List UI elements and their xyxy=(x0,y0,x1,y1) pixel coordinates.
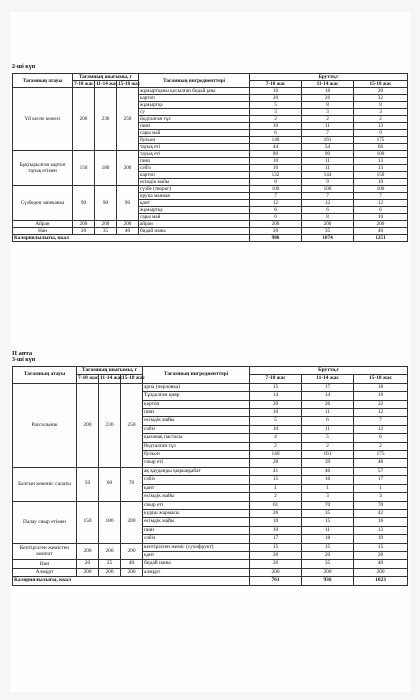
menu-table xyxy=(12,73,408,242)
gross-value-cell: 54 xyxy=(302,144,354,151)
calories-row xyxy=(13,235,408,242)
gross-value-cell: 8 xyxy=(354,102,408,109)
dish-name-cell: Үй кеспе көжесі xyxy=(13,88,73,151)
menu-table xyxy=(12,366,408,586)
gross-value-cell: 1 xyxy=(354,484,408,492)
calories-label: Калориялылығы, ккал xyxy=(13,235,250,242)
ingredient-cell: қызанақ пастасы xyxy=(143,434,250,442)
gross-value-cell: 2 xyxy=(302,116,354,123)
yield-cell: 20 xyxy=(73,228,95,235)
gross-value-cell: 2 xyxy=(250,442,302,450)
gross-value-cell: 10 xyxy=(250,526,302,534)
dish-name-header: Тағамның атауы xyxy=(13,74,73,88)
gross-value-cell: 10 xyxy=(250,409,302,417)
calories-label: Калориялылығы, ккал xyxy=(13,577,250,585)
ingredient-cell: пияз xyxy=(139,158,250,165)
yield-cell: 200 xyxy=(121,501,143,543)
yield-cell: 150 xyxy=(77,501,99,543)
ingredient-cell: бульон xyxy=(143,451,250,459)
yield-cell: 200 xyxy=(77,543,99,560)
gross-value-cell: 6 xyxy=(302,417,354,425)
ingredient-cell: сиыр еті xyxy=(143,459,250,467)
yield-cell: 90 xyxy=(95,186,117,221)
yield-cell: 180 xyxy=(95,151,117,186)
gross-value-cell: 5 xyxy=(250,102,302,109)
age-header: 7-10 жас xyxy=(74,81,94,87)
gross-value-cell: 175 xyxy=(354,451,408,459)
gross-value-cell: 20 xyxy=(354,88,408,95)
age-header: 11-14 жас xyxy=(100,375,123,382)
ingredient-cell: сүзбе (творог) xyxy=(139,186,250,193)
ingredient-cell: ақ қауданды қырыққабат xyxy=(143,467,250,475)
gross-value-cell: 48 xyxy=(354,459,408,467)
gross-value-cell: 32 xyxy=(354,400,408,408)
ingredient-cell: жұмыртқа xyxy=(139,102,250,109)
ingredient-cell: картоп xyxy=(139,95,250,102)
gross-value-cell: 57 xyxy=(354,467,408,475)
gross-value-cell: 11 xyxy=(302,158,354,165)
gross-value-cell: 2 xyxy=(250,493,302,501)
ingredient-cell: бидай наны xyxy=(143,560,250,568)
gross-value-cell: 40 xyxy=(354,228,408,235)
calories-value: 1074 xyxy=(302,235,354,242)
yield-cell: 150 xyxy=(73,151,95,186)
gross-value-cell: 10 xyxy=(250,425,302,433)
gross-value-cell: 17 xyxy=(250,535,302,543)
gross-value-cell: 80 xyxy=(250,151,302,158)
gross-value-cell: 140 xyxy=(250,451,302,459)
gross-value-cell: 13 xyxy=(354,123,408,130)
gross-header: Брутто,г xyxy=(250,74,408,81)
gross-value-cell: 7 xyxy=(354,193,408,200)
calories-row xyxy=(13,577,408,585)
gross-value-cell: 2 xyxy=(250,116,302,123)
gross-value-cell: 7 xyxy=(302,193,354,200)
gross-value-cell: 15 xyxy=(250,383,302,391)
gross-value-cell: 6 xyxy=(354,207,408,214)
age-header: 15-18 жас xyxy=(122,375,145,382)
gross-value-cell: 10 xyxy=(250,518,302,526)
ingredient-cell: сәбіз xyxy=(139,165,250,172)
gross-value-cell: 20 xyxy=(250,551,302,559)
ingredient-cell: картоп xyxy=(139,172,250,179)
yield-cell: 200 xyxy=(77,383,99,467)
age-header: 15-18 жас xyxy=(354,81,408,88)
gross-value-cell: 26 xyxy=(302,95,354,102)
gross-value-cell: 16 xyxy=(250,88,302,95)
gross-value-cell: 11 xyxy=(302,123,354,130)
gross-value-cell: 10 xyxy=(250,123,302,130)
yield-cell: 250 xyxy=(117,88,139,151)
age-header: 11-14 жас xyxy=(96,81,118,87)
age-header: 11-14 жас xyxy=(302,375,354,383)
gross-value-cell: 7 xyxy=(354,417,408,425)
gross-value-cell: 9 xyxy=(354,130,408,137)
gross-value-cell: 3 xyxy=(354,493,408,501)
table-row xyxy=(13,151,408,158)
gross-value-cell: 70 xyxy=(354,501,408,509)
table-row xyxy=(13,467,408,475)
gross-value-cell: 15 xyxy=(250,476,302,484)
yield-cell: 50 xyxy=(77,467,99,501)
gross-value-cell: 132 xyxy=(250,172,302,179)
gross-value-cell: 35 xyxy=(302,228,354,235)
gross-value-cell: 13 xyxy=(354,158,408,165)
age-header: 7-10 жас xyxy=(250,375,302,383)
ingredient-cell: йодталған тұз xyxy=(139,116,250,123)
dish-name-cell: Нан xyxy=(13,228,73,235)
gross-value-cell: 20 xyxy=(302,551,354,559)
gross-value-cell: 12 xyxy=(354,425,408,433)
ingredient-cell: өсімдік майы xyxy=(143,493,250,501)
gross-value-cell: 18 xyxy=(302,535,354,543)
day2-section xyxy=(12,64,407,242)
gross-value-cell: 3 xyxy=(302,109,354,116)
gross-value-cell: 9 xyxy=(302,179,354,186)
yield-cell: 200 xyxy=(117,221,139,228)
yield-cell: 90 xyxy=(117,186,139,221)
gross-value-cell: 2 xyxy=(302,442,354,450)
yield-header: Тағамның шығымы, г xyxy=(77,367,143,375)
gross-value-cell: 35 xyxy=(302,560,354,568)
gross-value-cell: 12 xyxy=(354,200,408,207)
ingredient-cell: жұмыртқа xyxy=(139,207,250,214)
yield-cell: 200 xyxy=(117,151,139,186)
yield-cell: 40 xyxy=(117,228,139,235)
yield-cell: 35 xyxy=(95,228,117,235)
gross-value-cell: 7 xyxy=(250,193,302,200)
gross-value-cell: 14 xyxy=(302,392,354,400)
ingredient-cell: пияз xyxy=(139,123,250,130)
ingredient-cell: сәбіз xyxy=(143,425,250,433)
dish-name-header: Тағамның атауы xyxy=(13,367,77,384)
gross-value-cell: 12 xyxy=(354,409,408,417)
gross-value-cell: 5 xyxy=(302,434,354,442)
gross-value-cell: 15 xyxy=(354,543,408,551)
gross-value-cell: 1 xyxy=(302,484,354,492)
gross-value-cell: 6 xyxy=(250,207,302,214)
gross-value-cell: 10 xyxy=(354,179,408,186)
gross-value-cell: 10 xyxy=(250,158,302,165)
dish-name-cell: Айран xyxy=(13,221,73,228)
week-label: ІІ апта xyxy=(12,350,33,357)
table-row xyxy=(13,543,408,551)
table-row xyxy=(13,568,408,576)
table-row xyxy=(13,501,408,509)
dish-name-cell: Сүзбеден запеканка xyxy=(13,186,73,221)
gross-value-cell: 11 xyxy=(302,409,354,417)
gross-value-cell: 10 xyxy=(250,165,302,172)
gross-value-cell: 16 xyxy=(354,392,408,400)
day-label: 3-ші күн xyxy=(12,357,36,363)
ingredient-cell: қант xyxy=(143,551,250,559)
gross-value-cell: 4 xyxy=(250,434,302,442)
gross-value-cell: 1 xyxy=(250,484,302,492)
ingredient-cell: картоп xyxy=(143,400,250,408)
gross-value-cell: 20 xyxy=(250,228,302,235)
gross-value-cell: 200 xyxy=(302,221,354,228)
gross-value-cell: 11 xyxy=(302,165,354,172)
gross-value-cell: 44 xyxy=(250,144,302,151)
yield-cell: 250 xyxy=(121,383,143,467)
gross-value-cell: 200 xyxy=(354,568,408,576)
ingredient-cell: қант xyxy=(143,484,250,492)
gross-value-cell: 3 xyxy=(354,109,408,116)
yield-cell: 180 xyxy=(99,501,121,543)
gross-value-cell: 26 xyxy=(250,509,302,517)
yield-cell: 230 xyxy=(99,383,121,467)
gross-value-cell: 20 xyxy=(354,551,408,559)
yield-cell: 200 xyxy=(73,221,95,228)
gross-value-cell: 2 xyxy=(354,116,408,123)
ingredients-header: Тағамның ингредиенттері xyxy=(139,74,250,88)
gross-value-cell: 140 xyxy=(250,137,302,144)
gross-value-cell: 28 xyxy=(250,459,302,467)
gross-value-cell: 100 xyxy=(354,186,408,193)
table-row xyxy=(13,560,408,568)
yield-cell: 60 xyxy=(99,467,121,501)
table-row xyxy=(13,221,408,228)
ingredient-cell: өсімдік майы xyxy=(139,179,250,186)
gross-value-cell: 12 xyxy=(250,200,302,207)
gross-value-cell: 35 xyxy=(302,509,354,517)
gross-value-cell: 10 xyxy=(354,214,408,221)
ingredient-cell: күріш жармасы xyxy=(143,509,250,517)
gross-value-cell: 18 xyxy=(354,383,408,391)
ingredient-cell: бульон xyxy=(139,137,250,144)
gross-value-cell: 18 xyxy=(302,88,354,95)
ingredient-cell: қант xyxy=(139,200,250,207)
gross-value-cell: 2 xyxy=(354,442,408,450)
gross-value-cell: 16 xyxy=(354,518,408,526)
gross-header: Брутто,г xyxy=(250,367,408,375)
gross-value-cell: 150 xyxy=(354,172,408,179)
gross-value-cell: 20 xyxy=(250,95,302,102)
gross-value-cell: 8 xyxy=(302,102,354,109)
calories-value: 761 xyxy=(250,577,302,585)
age-header: 15-18 жас xyxy=(354,375,408,383)
yield-cell: 200 xyxy=(121,568,143,576)
gross-value-cell: 6 xyxy=(302,207,354,214)
age-header: 7-10 жас xyxy=(250,81,302,88)
calories-value: 1251 xyxy=(354,235,408,242)
yield-cell: 200 xyxy=(99,543,121,560)
yield-cell: 70 xyxy=(121,467,143,501)
gross-value-cell: 19 xyxy=(354,535,408,543)
calories-value: 936 xyxy=(302,577,354,585)
gross-value-cell: 8 xyxy=(302,214,354,221)
gross-value-cell: 161 xyxy=(302,451,354,459)
ingredient-cell: арпа (перловка) xyxy=(143,383,250,391)
yield-cell: 200 xyxy=(121,543,143,560)
gross-value-cell: 11 xyxy=(302,526,354,534)
day-label: 2-ші күн xyxy=(12,64,36,70)
calories-value: 1023 xyxy=(354,577,408,585)
ingredient-cell: кептірілген жеміс (сухофрукт) xyxy=(143,543,250,551)
gross-value-cell: 46 xyxy=(302,467,354,475)
yield-cell: 20 xyxy=(77,560,99,568)
gross-value-cell: 8 xyxy=(250,179,302,186)
gross-value-cell: 61 xyxy=(250,501,302,509)
ingredient-cell: айран xyxy=(139,221,250,228)
gross-value-cell: 3 xyxy=(250,109,302,116)
ingredient-cell: сиыр еті xyxy=(143,501,250,509)
ingredient-cell: тауық еті xyxy=(139,151,250,158)
gross-value-cell: 90 xyxy=(302,151,354,158)
ingredient-cell: пияз xyxy=(143,409,250,417)
dish-name-cell: Алмұрт xyxy=(13,568,77,576)
gross-value-cell: 15 xyxy=(302,543,354,551)
gross-value-cell: 200 xyxy=(302,568,354,576)
gross-value-cell: 40 xyxy=(354,560,408,568)
gross-value-cell: 7 xyxy=(302,130,354,137)
gross-value-cell: 17 xyxy=(302,383,354,391)
gross-value-cell: 15 xyxy=(250,543,302,551)
dish-name-cell: Палау сиыр етімен xyxy=(13,501,77,543)
gross-value-cell: 20 xyxy=(250,400,302,408)
ingredient-cell: сары май xyxy=(139,130,250,137)
gross-value-cell: 200 xyxy=(354,221,408,228)
gross-value-cell: 144 xyxy=(302,172,354,179)
ingredient-cell: алмұрт xyxy=(143,568,250,576)
gross-value-cell: 175 xyxy=(354,137,408,144)
gross-value-cell: 15 xyxy=(302,518,354,526)
gross-value-cell: 14 xyxy=(250,392,302,400)
document-page xyxy=(10,12,410,692)
yield-header: Тағамның шығымы, г xyxy=(73,74,139,81)
gross-value-cell: 11 xyxy=(302,425,354,433)
yield-cell: 200 xyxy=(77,568,99,576)
ingredient-cell: Тұздалған қияр xyxy=(143,392,250,400)
yield-cell: 230 xyxy=(95,88,117,151)
table-row xyxy=(13,228,408,235)
ingredient-cell: сәбіз xyxy=(143,535,250,543)
dish-name-cell: Рассольник xyxy=(13,383,77,467)
table-row xyxy=(13,383,408,391)
table-row xyxy=(13,186,408,193)
table-row xyxy=(13,88,408,95)
gross-value-cell: 6 xyxy=(250,214,302,221)
gross-value-cell: 5 xyxy=(250,417,302,425)
dish-name-cell: Кептірілген жемістен компот xyxy=(13,543,77,560)
ingredient-cell: сәбіз xyxy=(143,476,250,484)
gross-value-cell: 3 xyxy=(302,493,354,501)
gross-value-cell: 32 xyxy=(354,95,408,102)
week2-day3-section xyxy=(12,350,407,586)
ingredient-cell: йодталған тұз xyxy=(143,442,250,450)
gross-value-cell: 13 xyxy=(354,165,408,172)
gross-value-cell: 20 xyxy=(250,560,302,568)
gross-value-cell: 6 xyxy=(354,434,408,442)
ingredient-cell: пияз xyxy=(143,526,250,534)
age-header: 7-10 жас xyxy=(78,375,99,382)
yield-cell: 200 xyxy=(99,568,121,576)
ingredient-cell: тауық еті xyxy=(139,144,250,151)
age-header: 11-14 жас xyxy=(302,81,354,88)
ingredient-cell: сары май xyxy=(139,214,250,221)
gross-value-cell: 16 xyxy=(302,476,354,484)
gross-value-cell: 12 xyxy=(302,200,354,207)
gross-value-cell: 17 xyxy=(354,476,408,484)
ingredient-cell: су xyxy=(139,109,250,116)
gross-value-cell: 39 xyxy=(302,459,354,467)
gross-value-cell: 26 xyxy=(302,400,354,408)
dish-name-cell: Балғын көкөніс салаты xyxy=(13,467,77,501)
ingredients-header: Тағамның ингредиенттері xyxy=(143,367,250,384)
dish-name-cell: Бұқтырылған картоп тауық етімен xyxy=(13,151,73,186)
gross-value-cell: 13 xyxy=(354,526,408,534)
age-header: 15-18 жас xyxy=(118,81,141,87)
gross-value-cell: 70 xyxy=(302,501,354,509)
yield-cell: 40 xyxy=(121,560,143,568)
gross-value-cell: 6 xyxy=(250,130,302,137)
gross-value-cell: 100 xyxy=(250,186,302,193)
dish-name-cell: Нан xyxy=(13,560,77,568)
yield-cell: 90 xyxy=(73,186,95,221)
gross-value-cell: 161 xyxy=(302,137,354,144)
gross-value-cell: 66 xyxy=(354,144,408,151)
gross-value-cell: 41 xyxy=(250,467,302,475)
yield-cell: 200 xyxy=(95,221,117,228)
gross-value-cell: 42 xyxy=(354,509,408,517)
ingredient-cell: өсімдік майы xyxy=(143,417,250,425)
gross-value-cell: 200 xyxy=(250,221,302,228)
ingredient-cell: жұмыртқаны қосылған бидай ұны xyxy=(139,88,250,95)
ingredient-cell: крупа манная xyxy=(139,193,250,200)
gross-value-cell: 200 xyxy=(250,568,302,576)
yield-cell: 200 xyxy=(73,88,95,151)
calories-value: 986 xyxy=(250,235,302,242)
ingredient-cell: бидай наны xyxy=(139,228,250,235)
ingredient-cell: өсімдік майы xyxy=(143,518,250,526)
gross-value-cell: 100 xyxy=(354,151,408,158)
yield-cell: 35 xyxy=(99,560,121,568)
gross-value-cell: 100 xyxy=(302,186,354,193)
